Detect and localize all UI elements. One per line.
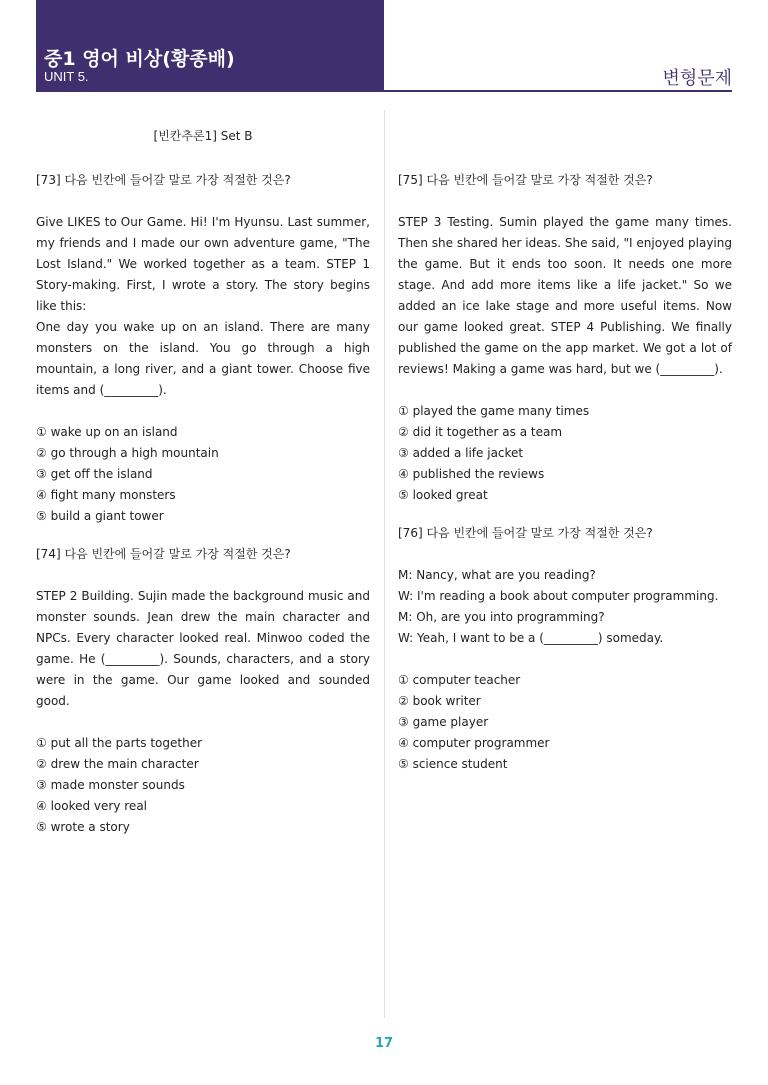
option-3[interactable]: ③ made monster sounds [36, 778, 185, 792]
question-73 [36, 170, 370, 527]
option-5[interactable]: ⑤ build a giant tower [36, 509, 164, 523]
option-4[interactable]: ④ looked very real [36, 799, 147, 813]
header-right-label: 변형문제 [662, 68, 732, 89]
column-divider [384, 110, 385, 1018]
question-prompt: [74] 다음 빈칸에 들어갈 말로 가장 적절한 것은? [36, 547, 291, 561]
dialogue-line: W: Yeah, I want to be a (_________) someday. [398, 631, 664, 645]
dialogue-line: W: I'm reading a book about computer programming. [398, 589, 719, 603]
option-1[interactable]: ① played the game many times [398, 404, 590, 418]
option-3[interactable]: ③ get off the island [36, 467, 153, 481]
option-4[interactable]: ④ computer programmer [398, 736, 550, 750]
question-76 [398, 523, 732, 775]
question-prompt: [73] 다음 빈칸에 들어갈 말로 가장 적절한 것은? [36, 173, 291, 187]
option-5[interactable]: ⑤ wrote a story [36, 820, 130, 834]
question-passage: STEP 2 Building. Sujin made the background music and monster sounds. Jean drew the main character and NPCs. Every character looked real. Minwoo coded the game. He (_________). Sounds, characters, and a story were in the game. Our game looked and sounded good. [36, 589, 370, 708]
question-75 [398, 170, 732, 506]
header-rule [384, 90, 732, 92]
option-2[interactable]: ② drew the main character [36, 757, 199, 771]
question-prompt: [76] 다음 빈칸에 들어갈 말로 가장 적절한 것은? [398, 526, 653, 540]
option-2[interactable]: ② did it together as a team [398, 425, 563, 439]
option-4[interactable]: ④ fight many monsters [36, 488, 176, 502]
option-3[interactable]: ③ added a life jacket [398, 446, 524, 460]
question-74 [36, 544, 370, 838]
header-unit: UNIT 5. [44, 69, 89, 84]
header-title: 중1 영어 비상(황종배) [44, 48, 235, 70]
set-label: [빈칸추론1] Set B [153, 129, 253, 143]
option-2[interactable]: ② book writer [398, 694, 481, 708]
option-5[interactable]: ⑤ looked great [398, 488, 488, 502]
option-2[interactable]: ② go through a high mountain [36, 446, 219, 460]
question-passage: Give LIKES to Our Game. Hi! I'm Hyunsu. Last summer, my friends and I made our own adventure game, "The Lost Island." We worked together as a team. STEP 1 Story-making. First, I wrote a story. The story begins like this: [36, 215, 370, 313]
option-1[interactable]: ① put all the parts together [36, 736, 203, 750]
dialogue-line: M: Oh, are you into programming? [398, 610, 605, 624]
option-1[interactable]: ① computer teacher [398, 673, 521, 687]
dialogue-line: M: Nancy, what are you reading? [398, 568, 596, 582]
option-3[interactable]: ③ game player [398, 715, 489, 729]
question-prompt: [75] 다음 빈칸에 들어갈 말로 가장 적절한 것은? [398, 173, 653, 187]
option-4[interactable]: ④ published the reviews [398, 467, 545, 481]
option-5[interactable]: ⑤ science student [398, 757, 508, 771]
question-passage-2: One day you wake up on an island. There are many monsters on the island. You go through a high mountain, a long river, and a giant tower. Choose five items and (_________). [36, 320, 370, 397]
question-passage: STEP 3 Testing. Sumin played the game many times. Then she shared her ideas. She said, "I enjoyed playing the game. But it ends too soon. It needs one more stage. And add more items like a life jacket." So we added an ice lake stage and more useful items. Now our game looked great. STEP 4 Publishing. We finally published the game on the app market. We got a lot of reviews! Making a game was hard, but we (_________). [398, 215, 732, 376]
page-number: 17 [374, 1036, 394, 1051]
option-1[interactable]: ① wake up on an island [36, 425, 178, 439]
